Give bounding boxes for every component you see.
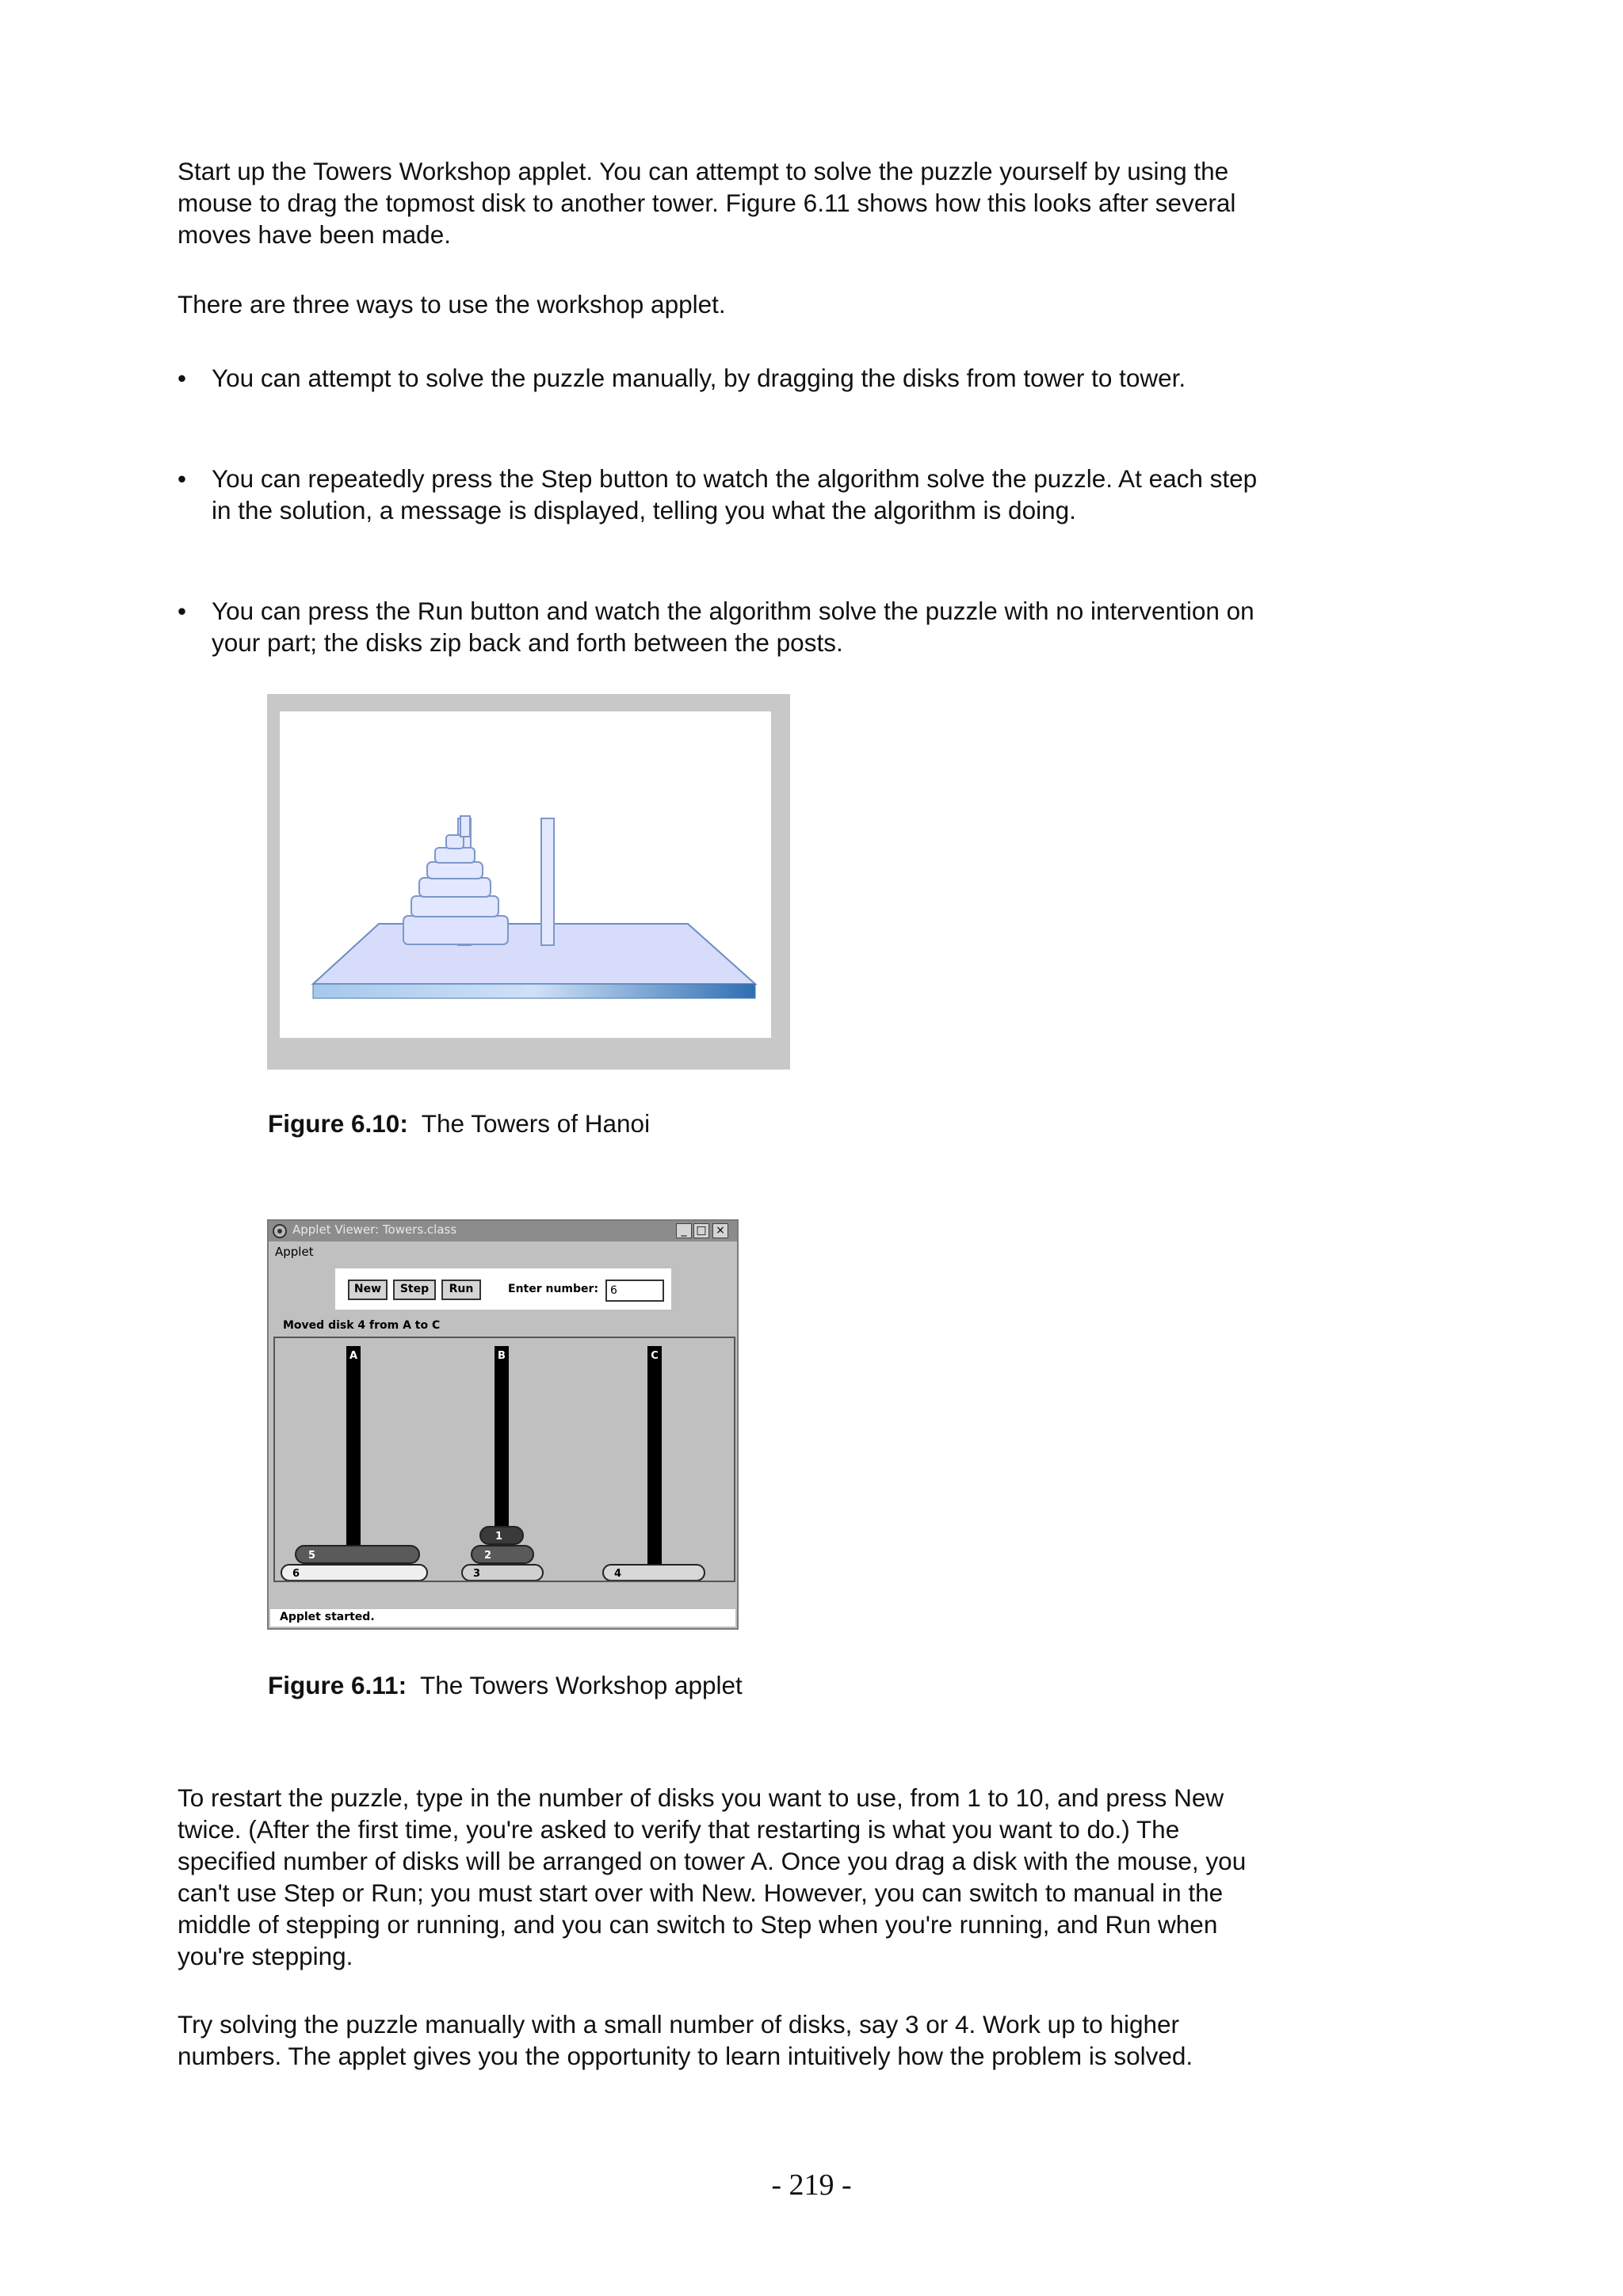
- intro-paragraph: Start up the Towers Workshop applet. You can attempt to solve the puzzle yourself by using the mouse to drag the topmost disk to another tower. Figure 6.11 shows how this looks after several moves have been made.: [178, 157, 1236, 249]
- disk-label: 6: [292, 1568, 300, 1580]
- figure-caption: [268, 1669, 743, 1701]
- tower-label: A: [349, 1350, 358, 1362]
- disk-label: 5: [308, 1550, 316, 1562]
- enter-number-label: Enter number:: [508, 1283, 599, 1295]
- bullet-text: You can attempt to solve the puzzle manually, by dragging the disks from tower to tower.: [212, 364, 1186, 392]
- tower-board: [273, 1337, 735, 1582]
- tower-label: B: [498, 1350, 506, 1362]
- status-message: Moved disk 4 from A to C: [283, 1319, 441, 1332]
- window-titlebar[interactable]: [269, 1221, 737, 1241]
- run-button[interactable]: Run: [441, 1280, 481, 1300]
- coffee-cup-icon: [272, 1223, 288, 1239]
- disk-label: 4: [614, 1568, 622, 1580]
- bullet-text: You can repeatedly press the Step button to watch the algorithm solve the puzzle. At each step in the solution, a message is displayed, telling you what the algorithm is doing.: [212, 464, 1258, 524]
- menu-applet[interactable]: Applet: [275, 1245, 314, 1259]
- figure-towers-workshop-applet: [267, 1219, 739, 1630]
- number-input[interactable]: 6: [605, 1280, 664, 1302]
- tower-post: [346, 1346, 361, 1565]
- window-title: Applet Viewer: Towers.class: [292, 1222, 457, 1237]
- try-paragraph: Try solving the puzzle manually with a small number of disks, say 3 or 4. Work up to higher numbers. The applet gives you the opportunity to learn intuitively how the problem is solved.: [178, 2010, 1193, 2070]
- figure-caption-text: The Towers of Hanoi: [421, 1109, 651, 1138]
- step-button[interactable]: Step: [393, 1280, 436, 1300]
- disk-label: 3: [473, 1568, 481, 1580]
- figure-label: Figure 6.10:: [268, 1109, 408, 1138]
- bullet-text: You can press the Run button and watch the algorithm solve the puzzle with no intervention on your part; the disks zip back and forth between the posts.: [212, 597, 1254, 657]
- tower-label: C: [651, 1350, 659, 1362]
- tower-post: [647, 1346, 662, 1565]
- figure-caption: [268, 1108, 650, 1139]
- bullet-marker: •: [178, 364, 187, 392]
- page-number: - 219 -: [771, 2168, 852, 2202]
- bullet-marker: •: [178, 597, 187, 625]
- tower-post: [495, 1346, 509, 1528]
- minimize-icon[interactable]: _: [676, 1223, 692, 1238]
- disk[interactable]: [472, 1546, 533, 1563]
- close-icon[interactable]: ×: [712, 1223, 728, 1238]
- bullet-marker: •: [178, 464, 187, 493]
- disk[interactable]: [281, 1565, 427, 1581]
- disk-label: 2: [484, 1550, 492, 1562]
- ways-paragraph: There are three ways to use the workshop applet.: [178, 290, 726, 318]
- maximize-icon[interactable]: □: [693, 1223, 709, 1238]
- figure-towers-of-hanoi: [267, 694, 790, 1070]
- hanoi-illustration: [280, 711, 771, 1038]
- figure-caption-text: The Towers Workshop applet: [420, 1671, 743, 1699]
- towers-canvas: [275, 1338, 734, 1581]
- restart-paragraph: To restart the puzzle, type in the number of disks you want to use, from 1 to 10, and press New twice. (After the first time, you're asked to verify that restarting is what you want to do.) The specified number of disks will be arranged on tower A. Once you drag a disk with the mouse, you can't use Step or Run; you must start over with New. However, you can switch to manual in the middle of stepping or running, and you can switch to Step when you're running, and Run when you're stepping.: [178, 1783, 1247, 1970]
- figure-label: Figure 6.11:: [268, 1671, 407, 1699]
- disk-label: 1: [495, 1531, 503, 1543]
- new-button[interactable]: New: [348, 1280, 388, 1300]
- applet-status-text: Applet started.: [280, 1611, 375, 1623]
- applet-status-bar: [270, 1609, 735, 1627]
